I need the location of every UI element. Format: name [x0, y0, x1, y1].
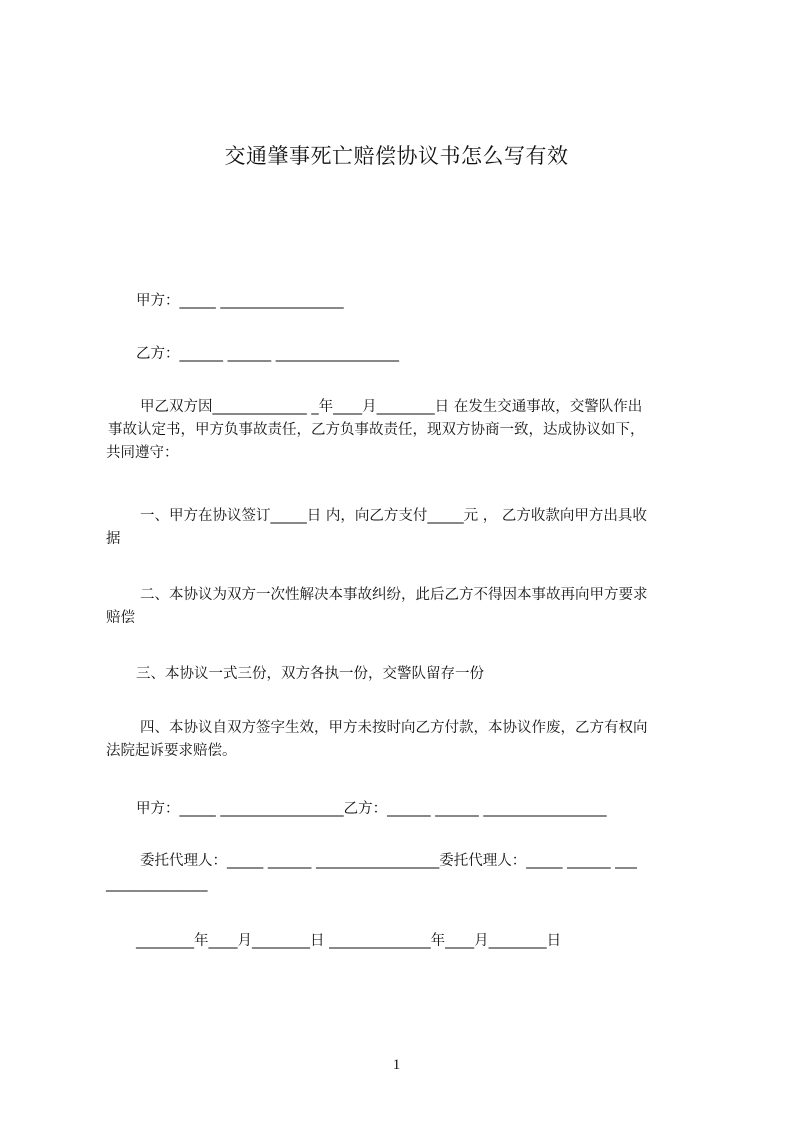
dates-line: ________年____月________日 ______________年____月________日: [136, 933, 562, 949]
clause-4: [106, 717, 702, 763]
clause-3: 三、本协议一式三份，双方各执一份，交警队留存一份: [136, 666, 484, 682]
intro-line-2: 事故认定书，甲方负事故责任，乙方负事故责任，现双方协商一致，达成协议如下，: [108, 422, 645, 438]
clause-2-line-2: 赔偿: [106, 610, 135, 626]
agents-line-1: 委托代理人：_____ ______ _________________委托代理人：_____ ______ ___: [140, 853, 637, 869]
agents-block: [106, 850, 702, 896]
clause-4-line-1: 四、本协议自双方签字生效，甲方未按时向乙方付款，本协议作废，乙方有权向: [140, 720, 648, 736]
intro-line-1: 甲乙双方因_____________ _年____月________日 在发生交通事故，交警队作出: [140, 399, 643, 415]
clause-1-line-2: 据: [106, 531, 121, 547]
clause-4-line-2: 法院起诉要求赔偿。: [106, 743, 237, 759]
clause-2-line-1: 二、本协议为双方一次性解决本事故纠纷，此后乙方不得因本事故再向甲方要求: [140, 587, 648, 603]
intro-line-3: 共同遵守：: [106, 445, 179, 461]
intro-paragraph: [106, 396, 702, 465]
clause-1: [106, 505, 702, 551]
page-number: 1: [392, 1057, 401, 1073]
signature-parties-line: 甲方：_____ _________________乙方：______ ______ _________________: [136, 801, 607, 817]
clause-2: [106, 584, 702, 630]
clause-1-line-1: 一、甲方在协议签订_____日 内，向乙方支付_____元 ， 乙方收款向甲方出具收: [140, 508, 647, 524]
agents-line-2: ______________: [106, 876, 208, 892]
party-a-line: 甲方：_____ _________________: [136, 293, 344, 309]
party-b-line: 乙方：______ ______ _________________: [136, 346, 399, 362]
document-title: 交通肇事死亡赔偿协议书怎么写有效: [224, 144, 569, 168]
